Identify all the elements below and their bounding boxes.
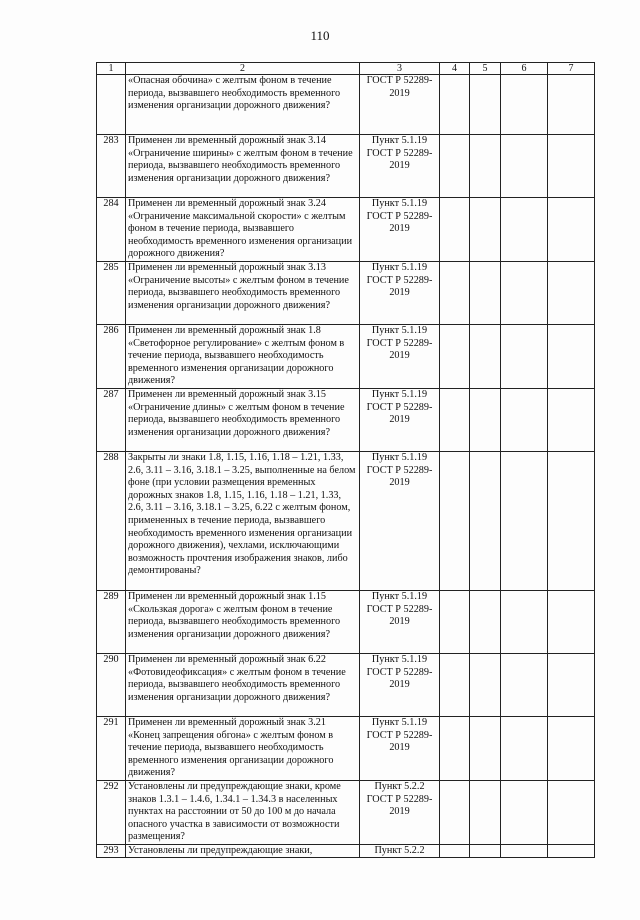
row-number: 288 <box>97 451 126 590</box>
row-cell-7 <box>548 590 595 653</box>
row-cell-4 <box>440 780 470 844</box>
row-question: Применен ли временный дорожный знак 3.15 «Ограничение длины» с желтым фоном в течение периода, вызвавшего необходимость временного изменения организации дорожного движения? <box>126 388 360 451</box>
row-reference: Пункт 5.1.19 ГОСТ Р 52289-2019 <box>360 135 440 198</box>
row-cell-6 <box>501 75 548 135</box>
row-cell-7 <box>548 780 595 844</box>
table-row <box>97 844 595 858</box>
row-number: 285 <box>97 261 126 324</box>
row-cell-4 <box>440 261 470 324</box>
row-cell-7 <box>548 388 595 451</box>
row-reference: Пункт 5.1.19 ГОСТ Р 52289-2019 <box>360 261 440 324</box>
row-cell-5 <box>470 198 501 262</box>
row-cell-5 <box>470 844 501 858</box>
row-number: 284 <box>97 198 126 262</box>
row-reference: Пункт 5.1.19 ГОСТ Р 52289-2019 <box>360 653 440 716</box>
row-cell-5 <box>470 388 501 451</box>
row-cell-6 <box>501 844 548 858</box>
table-row <box>97 135 595 198</box>
row-reference: Пункт 5.1.19 ГОСТ Р 52289-2019 <box>360 324 440 388</box>
row-cell-7 <box>548 844 595 858</box>
row-cell-4 <box>440 844 470 858</box>
header-col-6: 6 <box>501 63 548 75</box>
row-number: 287 <box>97 388 126 451</box>
row-cell-5 <box>470 716 501 780</box>
row-number: 291 <box>97 716 126 780</box>
row-number: 293 <box>97 844 126 858</box>
row-cell-4 <box>440 135 470 198</box>
header-col-4: 4 <box>440 63 470 75</box>
row-cell-4 <box>440 653 470 716</box>
header-col-5: 5 <box>470 63 501 75</box>
row-cell-4 <box>440 716 470 780</box>
row-cell-5 <box>470 135 501 198</box>
row-cell-6 <box>501 653 548 716</box>
row-cell-4 <box>440 324 470 388</box>
row-cell-7 <box>548 261 595 324</box>
row-reference: Пункт 5.1.19 ГОСТ Р 52289-2019 <box>360 451 440 590</box>
row-question: Применен ли временный дорожный знак 1.15 «Скользкая дорога» с желтым фоном в течение периода, вызвавшего необходимость временного изменения организации дорожного движения? <box>126 590 360 653</box>
table-row <box>97 198 595 262</box>
row-number: 292 <box>97 780 126 844</box>
header-col-7: 7 <box>548 63 595 75</box>
row-cell-7 <box>548 135 595 198</box>
row-cell-6 <box>501 388 548 451</box>
row-reference: Пункт 5.1.19 ГОСТ Р 52289-2019 <box>360 388 440 451</box>
row-number: 290 <box>97 653 126 716</box>
row-cell-6 <box>501 198 548 262</box>
row-cell-5 <box>470 451 501 590</box>
row-cell-6 <box>501 716 548 780</box>
row-cell-7 <box>548 653 595 716</box>
table-row <box>97 388 595 451</box>
row-cell-4 <box>440 198 470 262</box>
row-reference: ГОСТ Р 52289-2019 <box>360 75 440 135</box>
row-cell-5 <box>470 75 501 135</box>
row-cell-6 <box>501 780 548 844</box>
row-cell-7 <box>548 75 595 135</box>
row-cell-6 <box>501 590 548 653</box>
row-question: Установлены ли предупреждающие знаки, <box>126 844 360 858</box>
row-number: 283 <box>97 135 126 198</box>
table-row <box>97 590 595 653</box>
row-question: Применен ли временный дорожный знак 3.21 «Конец запрещения обгона» с желтым фоном в течение периода, вызвавшего необходимость временного изменения организации дорожного движения? <box>126 716 360 780</box>
row-cell-5 <box>470 780 501 844</box>
header-col-1: 1 <box>97 63 126 75</box>
row-number: 289 <box>97 590 126 653</box>
row-cell-5 <box>470 653 501 716</box>
row-question: Применен ли временный дорожный знак 6.22 «Фотовидеофиксация» с желтым фоном в течение периода, вызвавшего необходимость временного изменения организации дорожного движения? <box>126 653 360 716</box>
row-question: Закрыты ли знаки 1.8, 1.15, 1.16, 1.18 – 1.21, 1.33, 2.6, 3.11 – 3.16, 3.18.1 – 3.25, выполненные на белом фоне (при условии размещения временных дорожных знаков 1.8, 1.15, 1.16, 1.18 – 1.21, 1.33, 2.6, 3.11 – 3.16, 3.18.1 – 3.25, 6.22 с желтым фоном, примененных в течение периода, вызвавшего необходимость временного изменения организации дорожного движения), чехлами, исключающими возможность прочтения изображения знаков, либо демонтированы? <box>126 451 360 590</box>
row-cell-7 <box>548 324 595 388</box>
table-row <box>97 261 595 324</box>
row-reference: Пункт 5.2.2 <box>360 844 440 858</box>
table-row <box>97 780 595 844</box>
table-row <box>97 75 595 135</box>
row-cell-7 <box>548 716 595 780</box>
table-row <box>97 716 595 780</box>
row-cell-4 <box>440 451 470 590</box>
row-cell-5 <box>470 324 501 388</box>
row-reference: Пункт 5.1.19 ГОСТ Р 52289-2019 <box>360 198 440 262</box>
row-cell-7 <box>548 451 595 590</box>
row-question: Применен ли временный дорожный знак 3.13 «Ограничение высоты» с желтым фоном в течение периода, вызвавшего необходимость временного изменения организации дорожного движения? <box>126 261 360 324</box>
table-row <box>97 451 595 590</box>
row-cell-6 <box>501 451 548 590</box>
header-col-2: 2 <box>126 63 360 75</box>
table-row <box>97 653 595 716</box>
row-question: Применен ли временный дорожный знак 1.8 «Светофорное регулирование» с желтым фоном в течение периода, вызвавшего необходимость временного изменения организации дорожного движения? <box>126 324 360 388</box>
table-row <box>97 324 595 388</box>
row-question: «Опасная обочина» с желтым фоном в течение периода, вызвавшего необходимость временного изменения организации дорожного движения? <box>126 75 360 135</box>
row-cell-4 <box>440 590 470 653</box>
checklist-table <box>96 62 595 858</box>
row-number: 286 <box>97 324 126 388</box>
row-cell-6 <box>501 261 548 324</box>
row-question: Применен ли временный дорожный знак 3.14 «Ограничение ширины» с желтым фоном в течение периода, вызвавшего необходимость временного изменения организации дорожного движения? <box>126 135 360 198</box>
row-number <box>97 75 126 135</box>
row-cell-4 <box>440 388 470 451</box>
row-reference: Пункт 5.1.19 ГОСТ Р 52289-2019 <box>360 716 440 780</box>
row-reference: Пункт 5.1.19 ГОСТ Р 52289-2019 <box>360 590 440 653</box>
row-cell-5 <box>470 261 501 324</box>
row-cell-4 <box>440 75 470 135</box>
row-cell-6 <box>501 324 548 388</box>
header-row <box>97 63 595 75</box>
row-cell-7 <box>548 198 595 262</box>
row-reference: Пункт 5.2.2 ГОСТ Р 52289-2019 <box>360 780 440 844</box>
row-question: Установлены ли предупреждающие знаки, кроме знаков 1.3.1 – 1.4.6, 1.34.1 – 1.34.3 в населенных пунктах на расстоянии от 50 до 100 м до начала опасного участка в зависимости от возможности размещения? <box>126 780 360 844</box>
row-cell-5 <box>470 590 501 653</box>
row-question: Применен ли временный дорожный знак 3.24 «Ограничение максимальной скорости» с желтым фоном в течение периода, вызвавшего необходимость временного изменения организации дорожного движения? <box>126 198 360 262</box>
row-cell-6 <box>501 135 548 198</box>
page-number: 110 <box>310 28 330 43</box>
header-col-3: 3 <box>360 63 440 75</box>
